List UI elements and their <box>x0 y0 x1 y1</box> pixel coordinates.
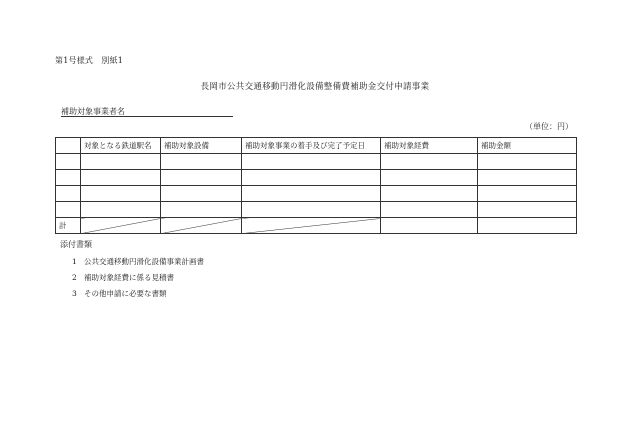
table-cell <box>381 170 478 186</box>
operator-name-field <box>61 106 233 117</box>
item-number: 1 <box>72 257 77 266</box>
table-cell <box>81 170 161 186</box>
form-number: 第1号様式 別紙1 <box>55 56 123 65</box>
table-cell <box>81 186 161 202</box>
table-cell <box>478 186 577 202</box>
table-row <box>56 154 577 170</box>
table-row <box>56 186 577 202</box>
table-cell <box>56 154 81 170</box>
total-row <box>56 218 577 234</box>
attachments-title: 添付書類 <box>60 240 92 249</box>
table-row <box>56 170 577 186</box>
table-cell <box>381 186 478 202</box>
table-cell <box>478 154 577 170</box>
unit-label: （単位：円） <box>525 122 573 131</box>
table-cell <box>56 202 81 218</box>
table-cell <box>56 186 81 202</box>
list-item <box>72 254 204 270</box>
operator-name-label: 補助対象事業者名 <box>61 107 125 116</box>
header-equipment: 補助対象設備 <box>161 138 242 154</box>
table-cell <box>242 170 381 186</box>
header-blank <box>56 138 81 154</box>
table-cell <box>381 154 478 170</box>
diagonal-cell <box>242 218 381 234</box>
header-subsidy-amount: 補助金額 <box>478 138 577 154</box>
table-row <box>56 202 577 218</box>
table-cell <box>242 202 381 218</box>
table-cell <box>56 170 81 186</box>
item-number: 2 <box>72 273 77 282</box>
table-cell <box>161 154 242 170</box>
header-expenses: 補助対象経費 <box>381 138 478 154</box>
attachments-list <box>72 254 204 302</box>
header-schedule: 補助対象事業の着手及び完了予定日 <box>242 138 381 154</box>
subsidy-table <box>55 137 577 234</box>
item-text: その他申請に必要な書類 <box>84 289 167 298</box>
total-label: 計 <box>56 218 81 234</box>
total-expenses-cell <box>381 218 478 234</box>
table-cell <box>242 154 381 170</box>
table-cell <box>161 202 242 218</box>
diagonal-cell <box>81 218 161 234</box>
table-header-row <box>56 138 577 154</box>
table-cell <box>161 186 242 202</box>
table-cell <box>81 154 161 170</box>
table-cell <box>381 202 478 218</box>
item-number: 3 <box>72 289 77 298</box>
table-cell <box>242 186 381 202</box>
table-cell <box>81 202 161 218</box>
diagonal-cell <box>161 218 242 234</box>
header-station-name: 対象となる鉄道駅名 <box>81 138 161 154</box>
item-text: 公共交通移動円滑化設備事業計画書 <box>84 257 204 266</box>
document-title: 長岡市公共交通移動円滑化設備整備費補助金交付申請事業 <box>200 82 430 92</box>
item-text: 補助対象経費に係る見積書 <box>84 273 174 282</box>
list-item <box>72 286 204 302</box>
total-subsidy-cell <box>478 218 577 234</box>
table-cell <box>161 170 242 186</box>
list-item <box>72 270 204 286</box>
table-cell <box>478 170 577 186</box>
table-cell <box>478 202 577 218</box>
